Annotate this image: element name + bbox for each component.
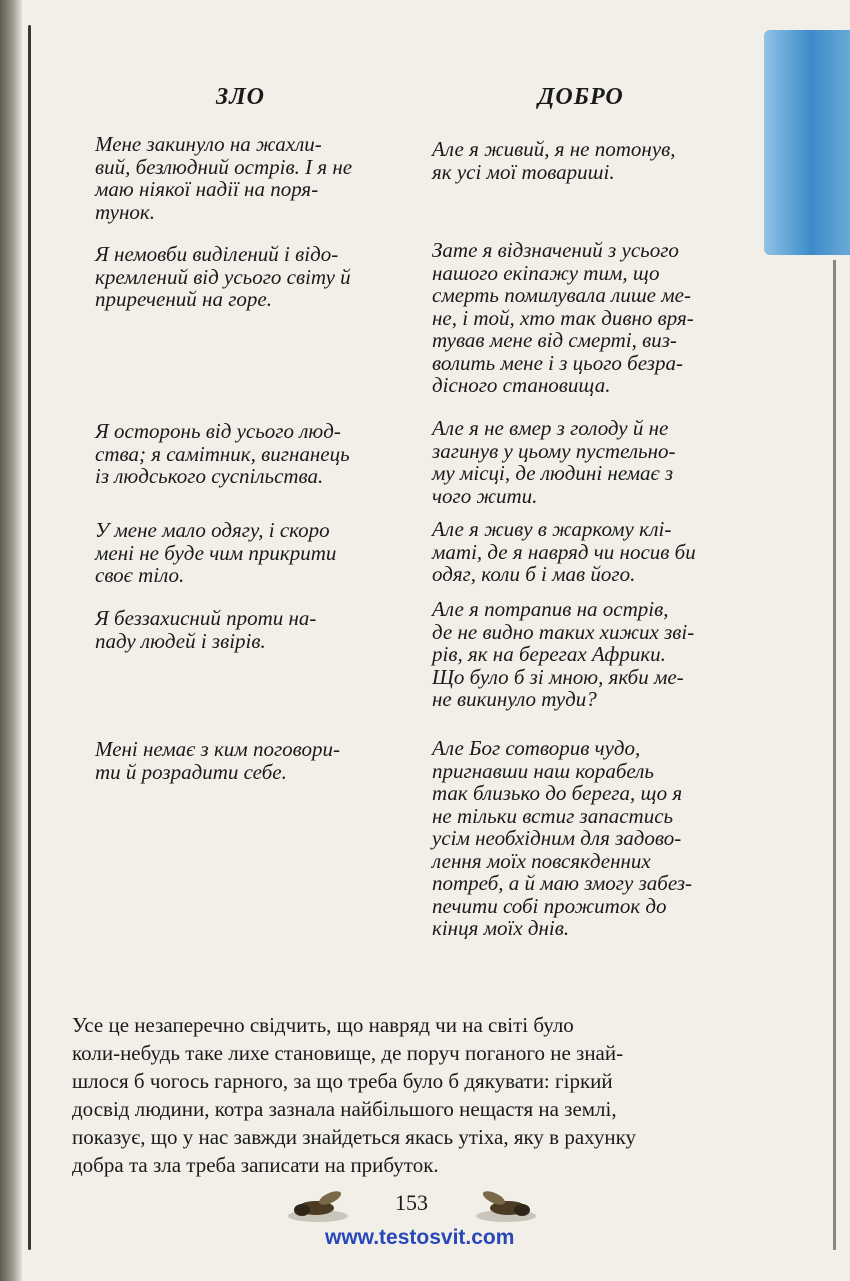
site-url-link[interactable]: www.testosvit.com [325,1226,515,1249]
good-paragraph-5: Але я потрапив на острів, де не видно таких хижих звi- рів, як на берегах Африки. Що було б зі мною, якби ме- не викинуло туди? [432,597,695,711]
good-paragraph-6: Але Бог сотворив чудо, пригнавши наш корабель так близько до берега, що я не тільки встиг запастись усім необхідним для задово- лення моїх повсякденних потреб, а й маю змогу забез- печити собі прожиток до кінця моїх днів. [432,736,693,940]
page-edge-line [833,260,836,1250]
good-paragraph-3: Але я не вмер з голоду й не загинув у цьому пустельно- му місці, де людині немає з чого жити. [432,416,676,508]
evil-paragraph-2: Я немовби виділений і відо- кремлений від усього світу й приречений на горе. [95,242,351,311]
evil-column-header: ЗЛО [216,84,266,110]
bee-ornament-left-icon [278,1182,358,1232]
good-paragraph-2: Зате я відзначений з усього нашого екіпажу тим, що смерть помилувала лише ме- не, і той, хто так дивно вря- тував мене від смерті, виз- волить мене і з цього безра- дісного становища. [432,238,694,397]
conclusion-paragraph: Усе це незаперечно свідчить, що навряд чи на світі було коли-небудь таке лихе становище, де поруч поганого не знай- шлося б чогось гарного, за що треба було б дякувати: гіркий досвід людини, котра зазнала найбільшого нещастя на землі, показує, що у нас завжди знайдеться якась утіха, яку в рахунку добра та зла треба записати на прибуток. [72,1013,637,1177]
page-binding-line [28,25,31,1250]
evil-paragraph-6: Мені немає з ким поговори- ти й розрадити себе. [95,737,340,784]
bee-ornament-right-icon [466,1182,546,1232]
good-column-header: ДОБРО [538,84,624,110]
good-paragraph-4: Але я живу в жаркому клі- маті, де я навряд чи носив би одяг, коли б і мав його. [432,517,696,586]
chapter-tab-marker [764,30,850,255]
evil-paragraph-3: Я осторонь від усього люд- ства; я самітник, вигнанець із людського суспільства. [95,419,350,488]
good-paragraph-1: Але я живий, я не потонув, як усі мої товариші. [432,137,676,184]
evil-paragraph-5: Я беззахисний проти на- паду людей і звірів. [95,606,317,653]
page-number: 153 [395,1190,428,1215]
evil-paragraph-1: Мене закинуло на жахли- вий, безлюдний острів. І я не маю ніякої надії на поря- тунок. [95,132,353,224]
evil-paragraph-4: У мене мало одягу, і скоро мені не буде чим прикрити своє тіло. [95,518,337,587]
book-spine-shadow [0,0,22,1281]
